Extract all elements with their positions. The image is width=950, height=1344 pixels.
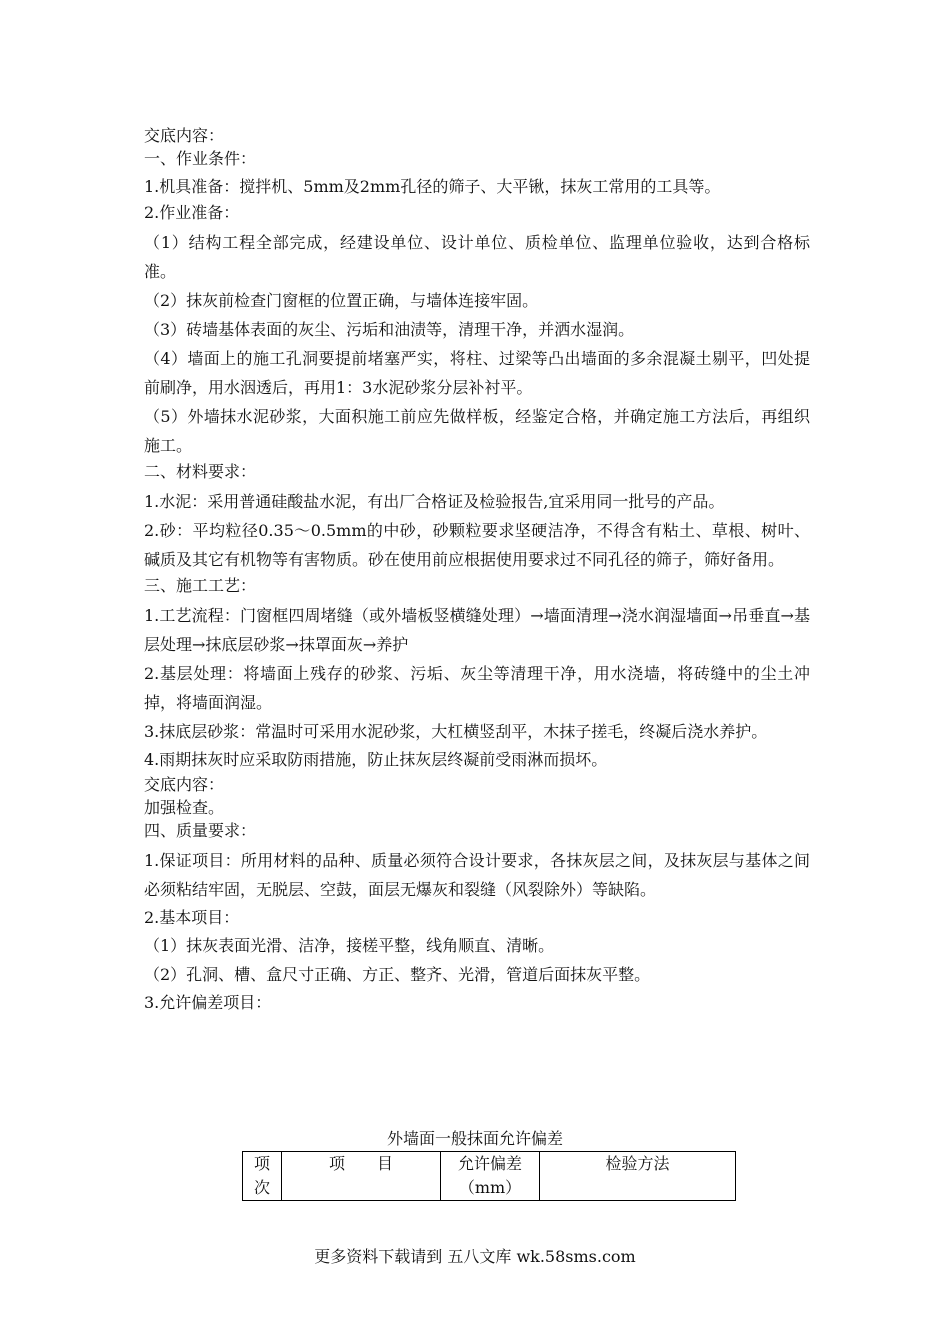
paragraph: （1）结构工程全部完成，经建设单位、设计单位、质检单位、监理单位验收，达到合格标准。 — [144, 233, 810, 281]
paragraph: 3.抹底层砂浆：常温时可采用水泥砂浆，大杠横竖刮平，木抹子搓毛，终凝后浇水养护。 — [144, 722, 768, 741]
text-line: 1.机具准备：搅拌机、5mm及2mm孔径的筛子、大平锹，抹灰工常用的工具等。 — [144, 177, 721, 196]
paragraph: 2.砂：平均粒径0.35～0.5mm的中砂，砂颗粒要求坚硬洁净，不得含有粘土、草根、树叶、碱质及其它有机物等有害物质。砂在使用前应根据使用要求过不同孔径的筛子，筛好备用。 — [144, 521, 810, 569]
text-line: 加强检查。 — [144, 798, 225, 817]
header-cell-item: 项 目 — [282, 1152, 441, 1201]
header-cell-index: 项 次 — [243, 1152, 282, 1201]
footer-link-text: 更多资料下载请到 五八文库 wk.58sms.com — [314, 1247, 636, 1266]
section-heading-3: 三、施工工艺： — [144, 576, 257, 595]
tolerance-table — [242, 1151, 736, 1201]
heading-disclosure: 交底内容： — [144, 775, 225, 794]
heading-disclosure: 交底内容： — [144, 126, 225, 145]
paragraph: （4）墙面上的施工孔洞要提前堵塞严实，将柱、过梁等凸出墙面的多余混凝土剔平，凹处提前刷净，用水洇透后，再用1：3水泥砂浆分层补衬平。 — [144, 349, 810, 397]
header-cell-method: 检验方法 — [540, 1152, 736, 1201]
paragraph: 1.水泥：采用普通硅酸盐水泥，有出厂合格证及检验报告,宜采用同一批号的产品。 — [144, 492, 725, 511]
paragraph: （2）孔洞、槽、盒尺寸正确、方正、整齐、光滑，管道后面抹灰平整。 — [144, 965, 651, 984]
table-header-row — [243, 1152, 736, 1201]
header-cell-tolerance: 允许偏差 （mm） — [441, 1152, 540, 1201]
section-heading-1: 一、作业条件： — [144, 149, 257, 168]
text-line: 4.雨期抹灰时应采取防雨措施，防止抹灰层终凝前受雨淋而损坏。 — [144, 750, 608, 769]
section-heading-2: 二、材料要求： — [144, 462, 257, 481]
table-caption: 外墙面一般抹面允许偏差 — [386, 1129, 563, 1148]
document-body — [144, 124, 810, 1016]
paragraph: （2）抹灰前检查门窗框的位置正确，与墙体连接牢固。 — [144, 291, 539, 310]
paragraph: 2.基层处理：将墙面上残存的砂浆、污垢、灰尘等清理干净，用水浇墙，将砖缝中的尘土冲掉，将墙面润湿。 — [144, 664, 810, 712]
text-line: 2.基本项目： — [144, 908, 240, 927]
section-heading-4: 四、质量要求： — [144, 821, 257, 840]
text-line: 2.作业准备： — [144, 203, 240, 222]
text-line: 3.允许偏差项目： — [144, 993, 272, 1012]
paragraph: （5）外墙抹水泥砂浆，大面积施工前应先做样板，经鉴定合格，并确定施工方法后，再组织施工。 — [144, 407, 810, 455]
paragraph: 1.工艺流程：门窗框四周堵缝（或外墙板竖横缝处理）→墙面清理→浇水润湿墙面→吊垂直→基层处理→抹底层砂浆→抹罩面灰→养护 — [144, 606, 810, 654]
paragraph: （3）砖墙基体表面的灰尘、污垢和油渍等，清理干净，并洒水湿润。 — [144, 320, 635, 339]
paragraph: 1.保证项目：所用材料的品种、质量必须符合设计要求，各抹灰层之间，及抹灰层与基体之间必须粘结牢固，无脱层、空鼓，面层无爆灰和裂缝（风裂除外）等缺陷。 — [144, 851, 810, 899]
paragraph: （1）抹灰表面光滑、洁净，接槎平整，线角顺直、清晰。 — [144, 936, 555, 955]
